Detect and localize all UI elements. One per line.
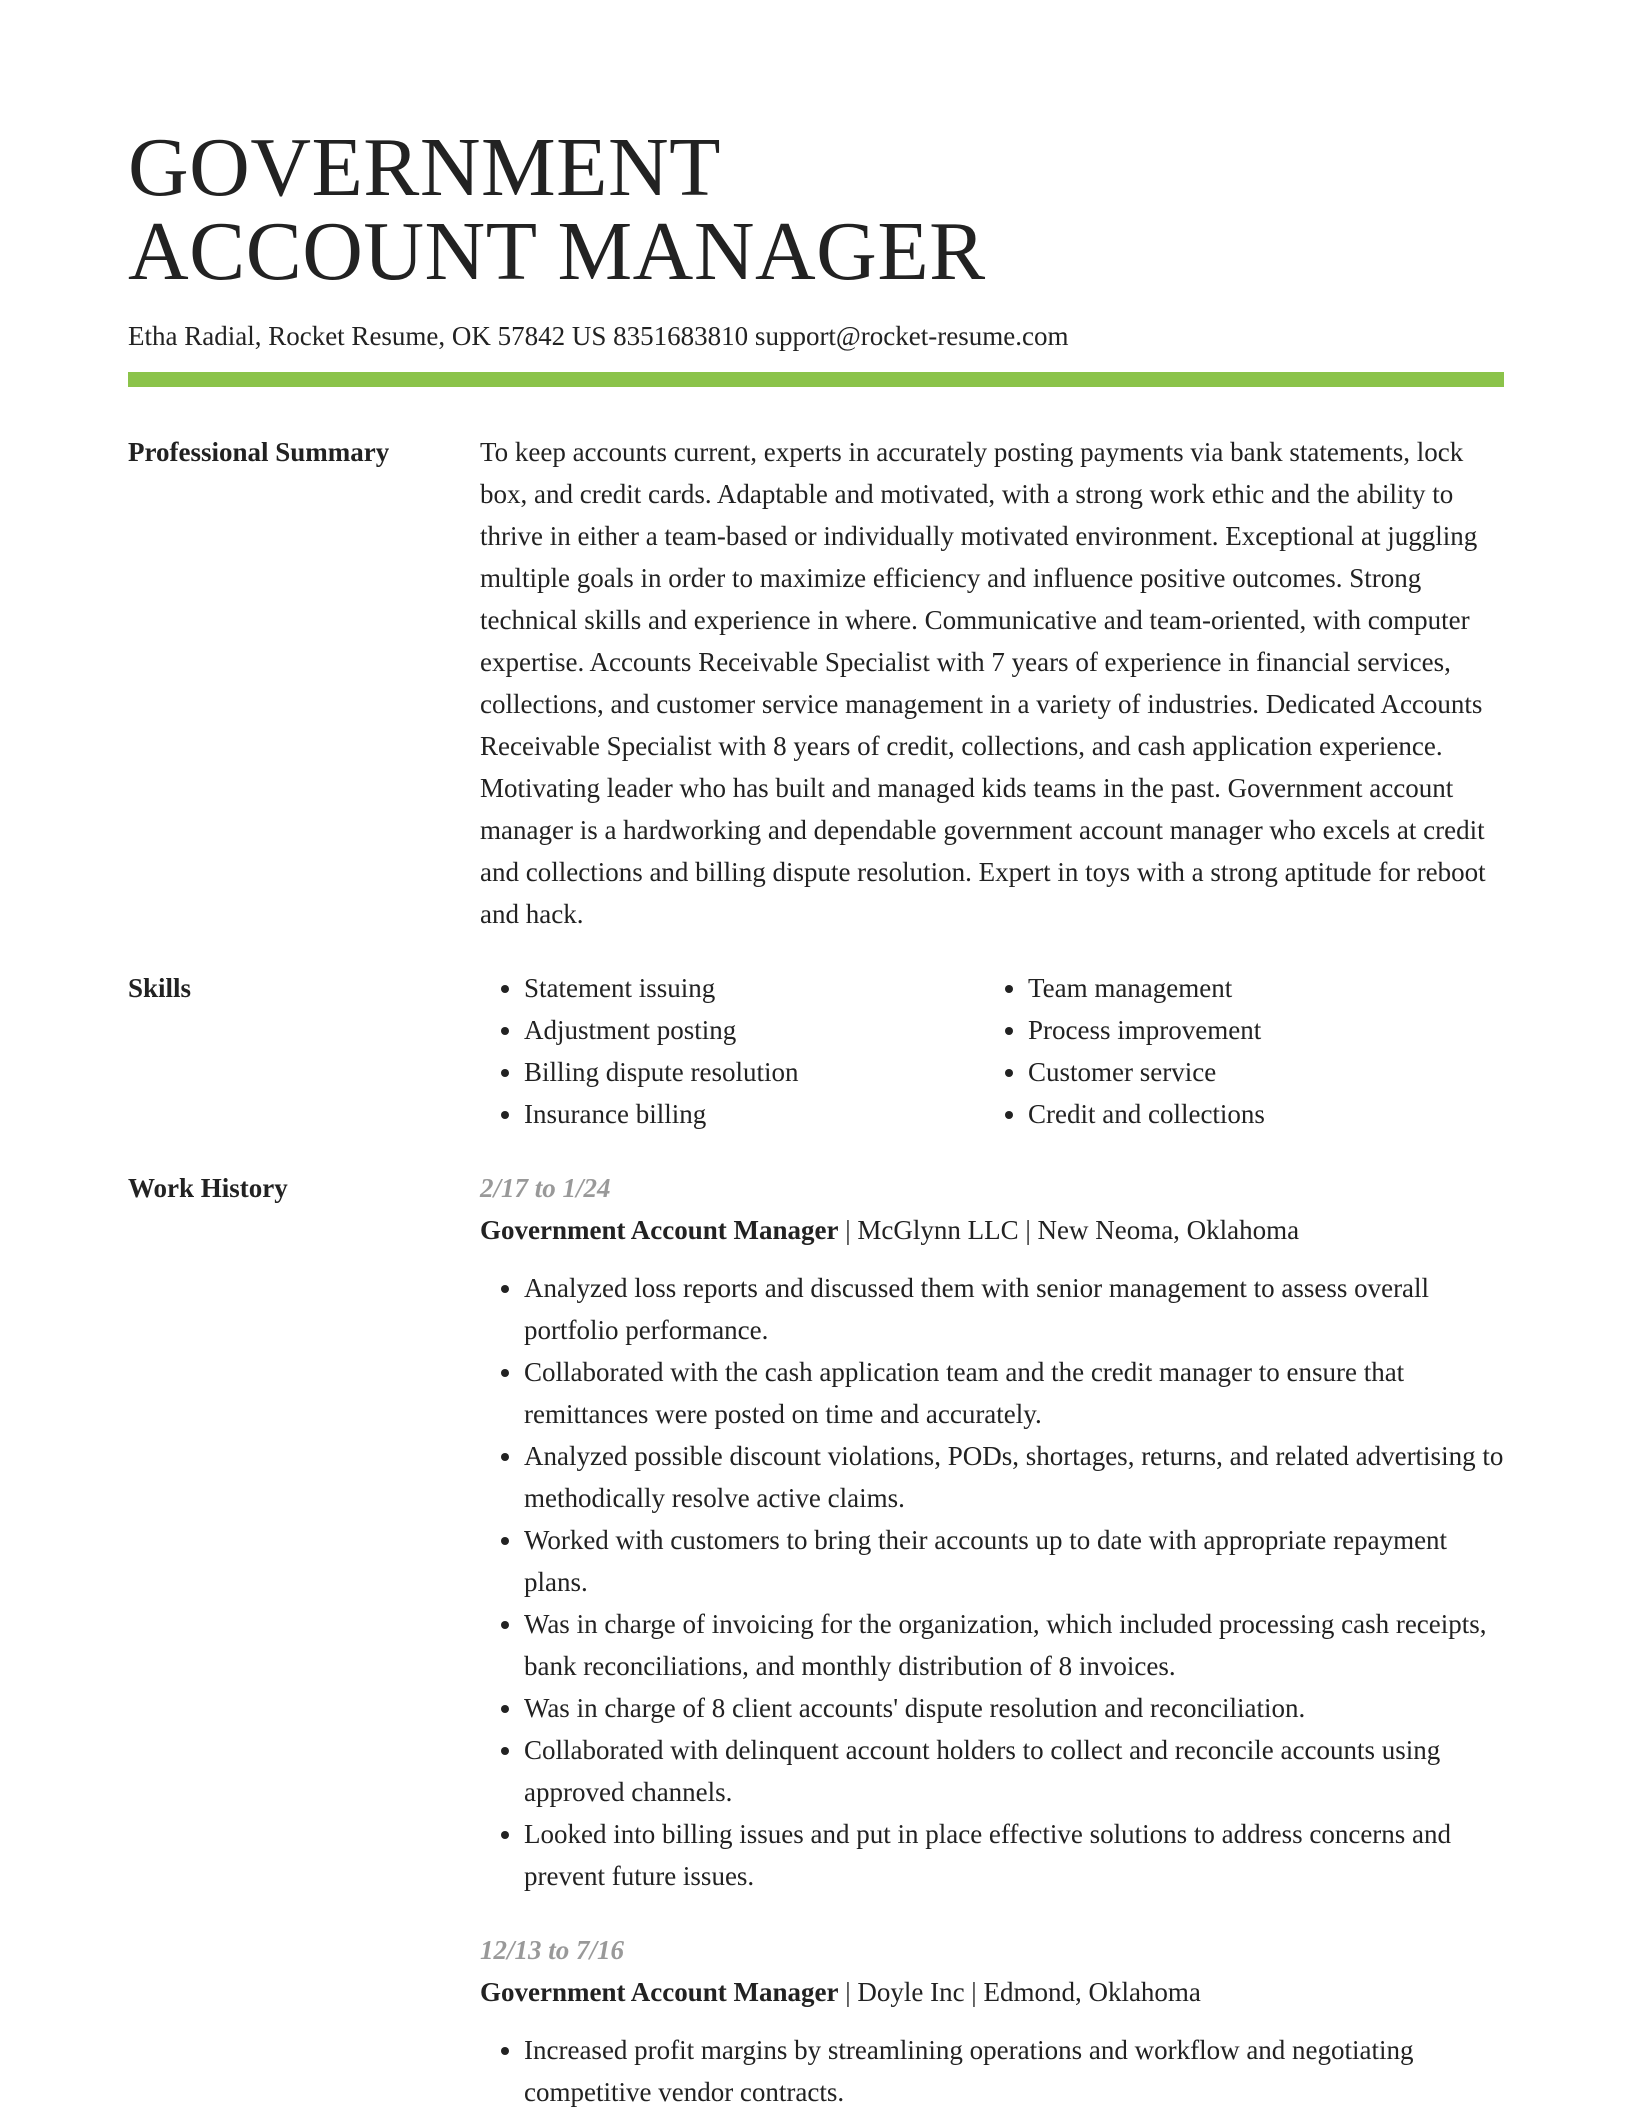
job-header (480, 1971, 1504, 2013)
job-bullet: • Collaborated with the cash application team and the credit manager to ensure that remittances were posted on time and accurately. (524, 1351, 1504, 1435)
job-bullet: • Looked into billing issues and put in place effective solutions to address concerns and prevent future issues. (524, 1813, 1504, 1897)
professional-summary-section (128, 431, 1504, 935)
skills-body (480, 967, 1504, 1135)
title-line-1: GOVERNMENT (128, 121, 721, 214)
section-label-summary: Professional Summary (128, 437, 390, 467)
job-bullet: • Collaborated with delinquent account holders to collect and reconcile accounts using approved channels. (524, 1729, 1504, 1813)
job-header (480, 1209, 1504, 1251)
skill-item: • Customer service (1028, 1051, 1488, 1093)
job-bullet: • Was in charge of 8 client accounts' dispute resolution and reconciliation. (524, 1687, 1504, 1729)
skills-column-left (480, 967, 984, 1135)
skill-item: • Team management (1028, 967, 1488, 1009)
skills-section (128, 967, 1504, 1135)
summary-text: To keep accounts current, experts in accurately posting payments via bank statements, lock box, and credit cards. Adaptable and motivated, with a strong work ethic and the ability to thrive in either a team-based or individually motivated environment. Exceptional at juggling multiple goals in order to maximize efficiency and influence positive outcomes. Strong technical skills and experience in where. Communicative and team-oriented, with computer expertise. Accounts Receivable Specialist with 7 years of experience in financial services, collections, and customer service management in a variety of industries. Dedicated Accounts Receivable Specialist with 8 years of credit, collections, and cash application experience. Motivating leader who has built and managed kids teams in the past. Government account manager is a hardworking and dependable government account manager who excels at credit and collections and billing dispute resolution. Expert in toys with a strong aptitude for reboot and hack. (480, 437, 1486, 929)
summary-body (480, 431, 1504, 935)
resume-page (128, 121, 1504, 2113)
work-history-section (128, 1167, 1504, 2113)
skill-item: • Adjustment posting (524, 1009, 984, 1051)
contact-info: Etha Radial, Rocket Resume, OK 57842 US 8351683810 support@rocket-resume.com (128, 321, 1069, 351)
job-bullet: • Was in charge of invoicing for the organization, which included processing cash receipts, bank reconciliations, and monthly distribution of 8 invoices. (524, 1603, 1504, 1687)
skills-list-right (984, 967, 1488, 1135)
job-entry (480, 1167, 1504, 1897)
skill-item: • Statement issuing (524, 967, 984, 1009)
skill-item: • Process improvement (1028, 1009, 1488, 1051)
job-details: | Doyle Inc | Edmond, Oklahoma (838, 1977, 1201, 2007)
job-title: Government Account Manager (480, 1977, 839, 2007)
job-entry (480, 1929, 1504, 2113)
skills-list-left (480, 967, 984, 1135)
job-bullets (480, 2029, 1504, 2113)
skill-item: • Credit and collections (1028, 1093, 1488, 1135)
job-bullet: • Increased profit margins by streamlining operations and workflow and negotiating competitive vendor contracts. (524, 2029, 1504, 2113)
skill-item: • Insurance billing (524, 1093, 984, 1135)
title-line-2: ACCOUNT MANAGER (128, 205, 986, 298)
job-bullet: • Analyzed possible discount violations, PODs, shortages, returns, and related advertising to methodically resolve active claims. (524, 1435, 1504, 1519)
skills-column-right (984, 967, 1488, 1135)
job-bullet: • Analyzed loss reports and discussed them with senior management to assess overall portfolio performance. (524, 1267, 1504, 1351)
job-title: Government Account Manager (480, 1215, 839, 1245)
skill-item: • Billing dispute resolution (524, 1051, 984, 1093)
job-details: | McGlynn LLC | New Neoma, Oklahoma (838, 1215, 1300, 1245)
accent-divider (128, 372, 1504, 387)
resume-title (128, 121, 1504, 298)
job-bullet: • Worked with customers to bring their accounts up to date with appropriate repayment plans. (524, 1519, 1504, 1603)
section-label-skills: Skills (128, 973, 192, 1003)
job-dates: 12/13 to 7/16 (480, 1935, 625, 1965)
job-dates: 2/17 to 1/24 (480, 1173, 611, 1203)
work-history-body (480, 1167, 1504, 2113)
section-label-work: Work History (128, 1173, 288, 1203)
job-bullets (480, 1267, 1504, 1897)
